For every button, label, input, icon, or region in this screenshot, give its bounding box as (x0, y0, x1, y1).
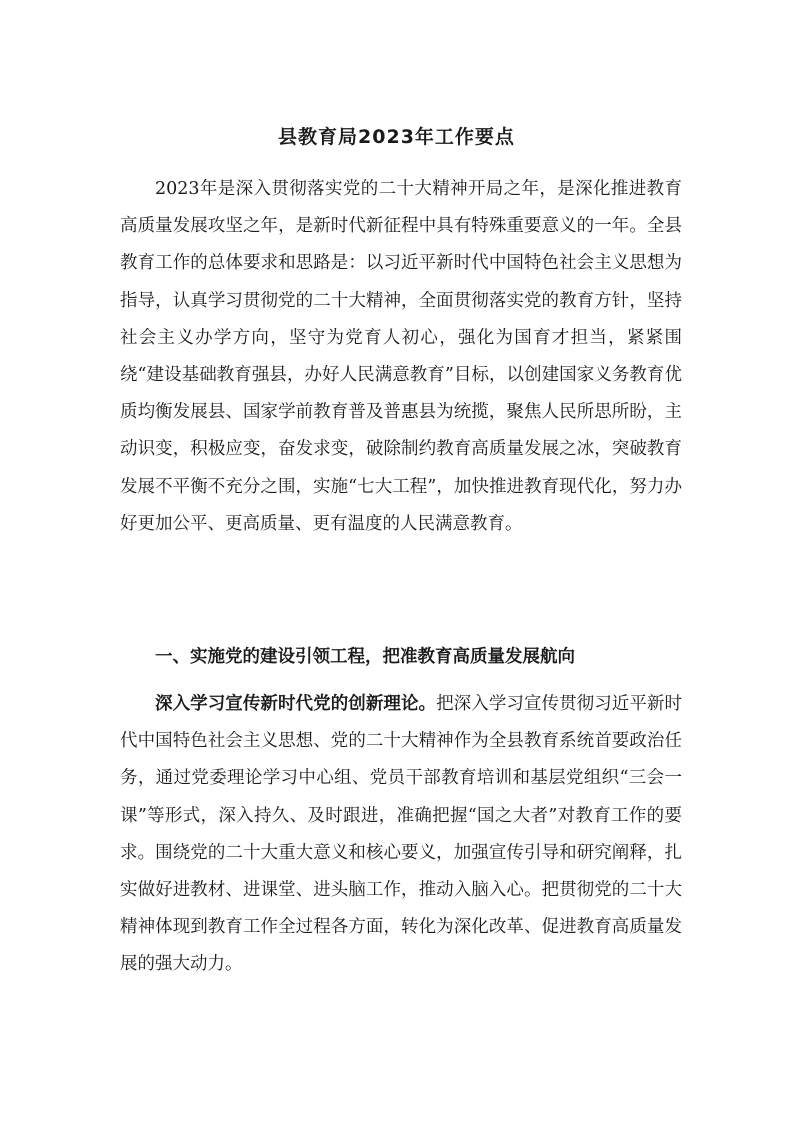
paragraph-lead-sentence: 深入学习宣传新时代党的创新理论。 (155, 694, 437, 714)
intro-paragraph: 2023年是深入贯彻落实党的二十大精神开局之年，是深化推进教育高质量发展攻坚之年，是新时代新征程中具有特殊重要意义的一年。全县教育工作的总体要求和思路是：以习近平新时代中国特色社会主义思想为指导，认真学习贯彻党的二十大精神，全面贯彻落实党的教育方针，坚持社会主义办学方向，坚守为党育人初心，强化为国育才担当，紧紧围绕“建设基础教育强县，办好人民满意教育”目标，以创建国家义务教育优质均衡发展县、国家学前教育普及普惠县为统揽，聚焦人民所思所盼，主动识变，积极应变，奋发求变，破除制约教育高质量发展之冰，突破教育发展不平衡不充分之围，实施“七大工程”，加快推进教育现代化，努力办好更加公平、更高质量、更有温度的人民满意教育。 (120, 179, 682, 534)
document-title: 县教育局2023年工作要点 (278, 126, 515, 148)
paragraph-body-text: 把深入学习宣传贯彻习近平新时代中国特色社会主义思想、党的二十大精神作为全县教育系统首要政治任务，通过党委理论学习中心组、党员干部教育培训和基层党组织“三会一课”等形式，深入持久、及时跟进，准确把握“国之大者”对教育工作的要求。围绕党的二十大重大意义和核心要义，加强宣传引导和研究阐释，扎实做好进教材、进课堂、进头脑工作，推动入脑入心。把贯彻党的二十大精神体现到教育工作全过程各方面，转化为深化改革、促进教育高质量发展的强大动力。 (120, 694, 683, 975)
section-heading: 一、实施党的建设引领工程，把准教育高质量发展航向 (155, 647, 575, 667)
section-paragraph (120, 686, 682, 984)
